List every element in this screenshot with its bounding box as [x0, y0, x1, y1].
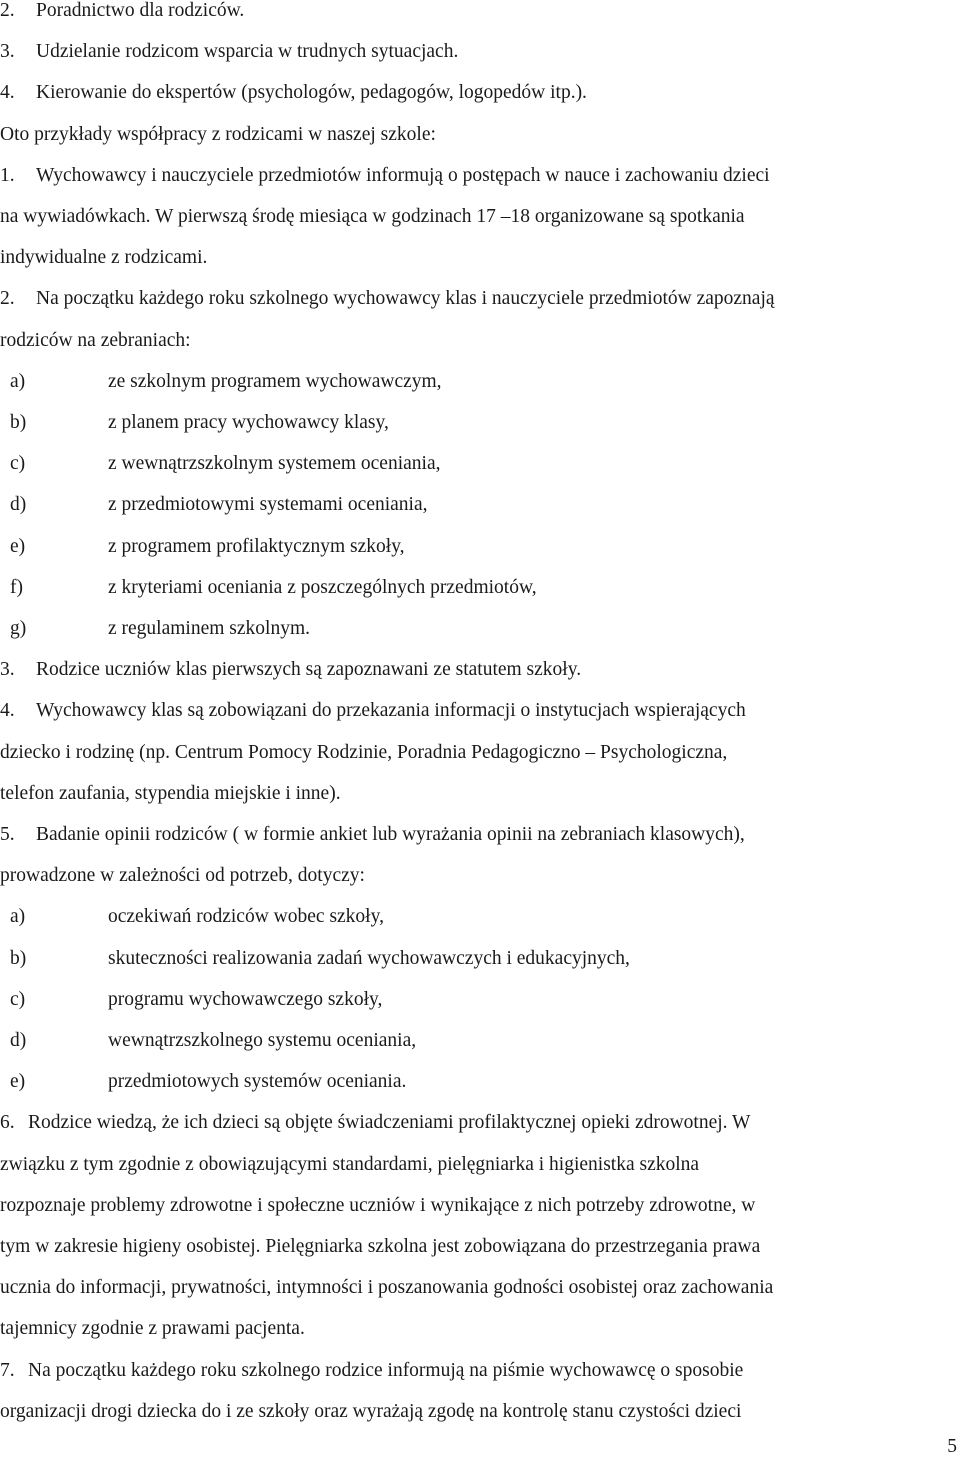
list-letter: e) [10, 1071, 26, 1093]
text-line [0, 1235, 945, 1259]
list-letter: c) [10, 988, 26, 1010]
list-letter: e) [10, 535, 26, 557]
text-line [0, 1029, 945, 1053]
list-number: 2. [0, 0, 15, 21]
list-letter: d) [10, 494, 27, 516]
text-line [0, 1317, 945, 1341]
line-text: Rodzice wiedzą, że ich dzieci są objęte świadczeniami profilaktycznej opieki zdrowotnej. W [28, 1112, 751, 1134]
list-letter: a) [10, 906, 26, 928]
list-letter: a) [10, 370, 26, 392]
text-line [0, 1194, 945, 1218]
list-letter: f) [10, 576, 23, 598]
line-text: z wewnątrzszkolnym systemem oceniania, [108, 453, 441, 475]
text-line [0, 535, 945, 559]
text-line [0, 823, 945, 847]
line-text: Wychowawcy i nauczyciele przedmiotów informują o postępach w nauce i zachowaniu dzieci [36, 164, 770, 186]
list-number: 1. [0, 164, 15, 186]
text-line [0, 699, 945, 723]
line-text: Rodzice uczniów klas pierwszych są zapoznawani ze statutem szkoły. [36, 659, 582, 681]
text-line [0, 164, 945, 188]
line-text: tym w zakresie higieny osobistej. Pielęgniarka szkolna jest zobowiązana do przestrzegania prawa [0, 1236, 761, 1257]
text-line [0, 905, 945, 929]
line-text: Wychowawcy klas są zobowiązani do przekazania informacji o instytucjach wspierających [36, 700, 746, 722]
line-text: z regulaminem szkolnym. [108, 618, 310, 639]
text-line [0, 988, 945, 1012]
line-text: Poradnictwo dla rodziców. [36, 0, 245, 21]
list-number: 2. [0, 288, 15, 310]
text-line [0, 864, 945, 888]
text-line [0, 452, 945, 476]
list-number: 6. [0, 1112, 15, 1134]
line-text: ucznia do informacji, prywatności, intymności i poszanowania godności osobistej oraz zachowania [0, 1277, 774, 1299]
line-text: Udzielanie rodzicom wsparcia w trudnych sytuacjach. [36, 41, 459, 63]
list-number: 4. [0, 700, 15, 722]
line-text: tajemnicy zgodnie z prawami pacjenta. [0, 1318, 305, 1340]
list-number: 5. [0, 824, 15, 845]
list-number: 3. [0, 41, 15, 63]
line-text: indywidualne z rodzicami. [0, 247, 208, 269]
text-line [0, 40, 945, 64]
list-letter: d) [10, 1030, 27, 1051]
text-line [0, 411, 945, 435]
text-line [0, 1153, 945, 1177]
text-line [0, 1359, 945, 1383]
text-line [0, 123, 945, 147]
list-number: 7. [0, 1359, 15, 1381]
text-line [0, 0, 945, 23]
line-text: z programem profilaktycznym szkoły, [108, 535, 405, 557]
line-text: programu wychowawczego szkoły, [108, 988, 383, 1010]
line-text: rodziców na zebraniach: [0, 329, 191, 351]
text-line [0, 1400, 945, 1424]
list-number: 4. [0, 82, 15, 104]
line-text: prowadzone w zależności od potrzeb, dotyczy: [0, 865, 365, 887]
text-line [0, 1111, 945, 1135]
list-letter: b) [10, 412, 27, 433]
text-line [0, 741, 945, 765]
text-line [0, 617, 945, 641]
list-number: 3. [0, 659, 15, 681]
list-letter: c) [10, 453, 26, 475]
text-line [0, 947, 945, 971]
line-text: z planem pracy wychowawcy klasy, [108, 412, 389, 433]
text-line [0, 246, 945, 270]
list-letter: b) [10, 947, 27, 969]
page-number: 5 [947, 1436, 957, 1457]
line-text: telefon zaufania, stypendia miejskie i inne). [0, 782, 341, 804]
line-text: związku z tym zgodnie z obowiązującymi standardami, pielęgniarka i higienistka szkolna [0, 1153, 700, 1175]
line-text: oczekiwań rodziców wobec szkoły, [108, 906, 384, 928]
line-text: Oto przykłady współpracy z rodzicami w naszej szkole: [0, 123, 436, 145]
line-text: rozpoznaje problemy zdrowotne i społeczne uczniów i wynikające z nich potrzeby zdrowotne, w [0, 1194, 756, 1216]
line-text: na wywiadówkach. W pierwszą środę miesiąca w godzinach 17 –18 organizowane są spotkania [0, 206, 745, 227]
text-line [0, 658, 945, 682]
text-line [0, 287, 945, 311]
line-text: Na początku każdego roku szkolnego wychowawcy klas i nauczyciele przedmiotów zapoznają [36, 288, 775, 310]
text-line [0, 1070, 945, 1094]
text-line [0, 81, 945, 105]
text-line [0, 1276, 945, 1300]
list-letter: g) [10, 618, 27, 639]
line-text: przedmiotowych systemów oceniania. [108, 1071, 407, 1093]
line-text: Kierowanie do ekspertów (psychologów, pedagogów, logopedów itp.). [36, 82, 587, 104]
line-text: Na początku każdego roku szkolnego rodzice informują na piśmie wychowawcę o sposobie [28, 1359, 744, 1381]
line-text: dziecko i rodzinę (np. Centrum Pomocy Rodzinie, Poradnia Pedagogiczno – Psychologiczna, [0, 741, 728, 763]
text-line [0, 782, 945, 806]
line-text: organizacji drogi dziecka do i ze szkoły oraz wyrażają zgodę na kontrolę stanu czystości dzieci [0, 1400, 742, 1422]
text-line [0, 576, 945, 600]
line-text: wewnątrzszkolnego systemu oceniania, [108, 1030, 417, 1051]
text-line [0, 205, 945, 229]
line-text: z kryteriami oceniania z poszczególnych przedmiotów, [108, 576, 537, 598]
line-text: Badanie opinii rodziców ( w formie ankiet lub wyrażania opinii na zebraniach klasowych), [36, 824, 745, 845]
text-line [0, 329, 945, 353]
line-text: ze szkolnym programem wychowawczym, [108, 370, 442, 392]
line-text: skuteczności realizowania zadań wychowawczych i edukacyjnych, [108, 947, 630, 969]
text-line [0, 493, 945, 517]
text-line [0, 370, 945, 394]
line-text: z przedmiotowymi systemami oceniania, [108, 494, 428, 516]
